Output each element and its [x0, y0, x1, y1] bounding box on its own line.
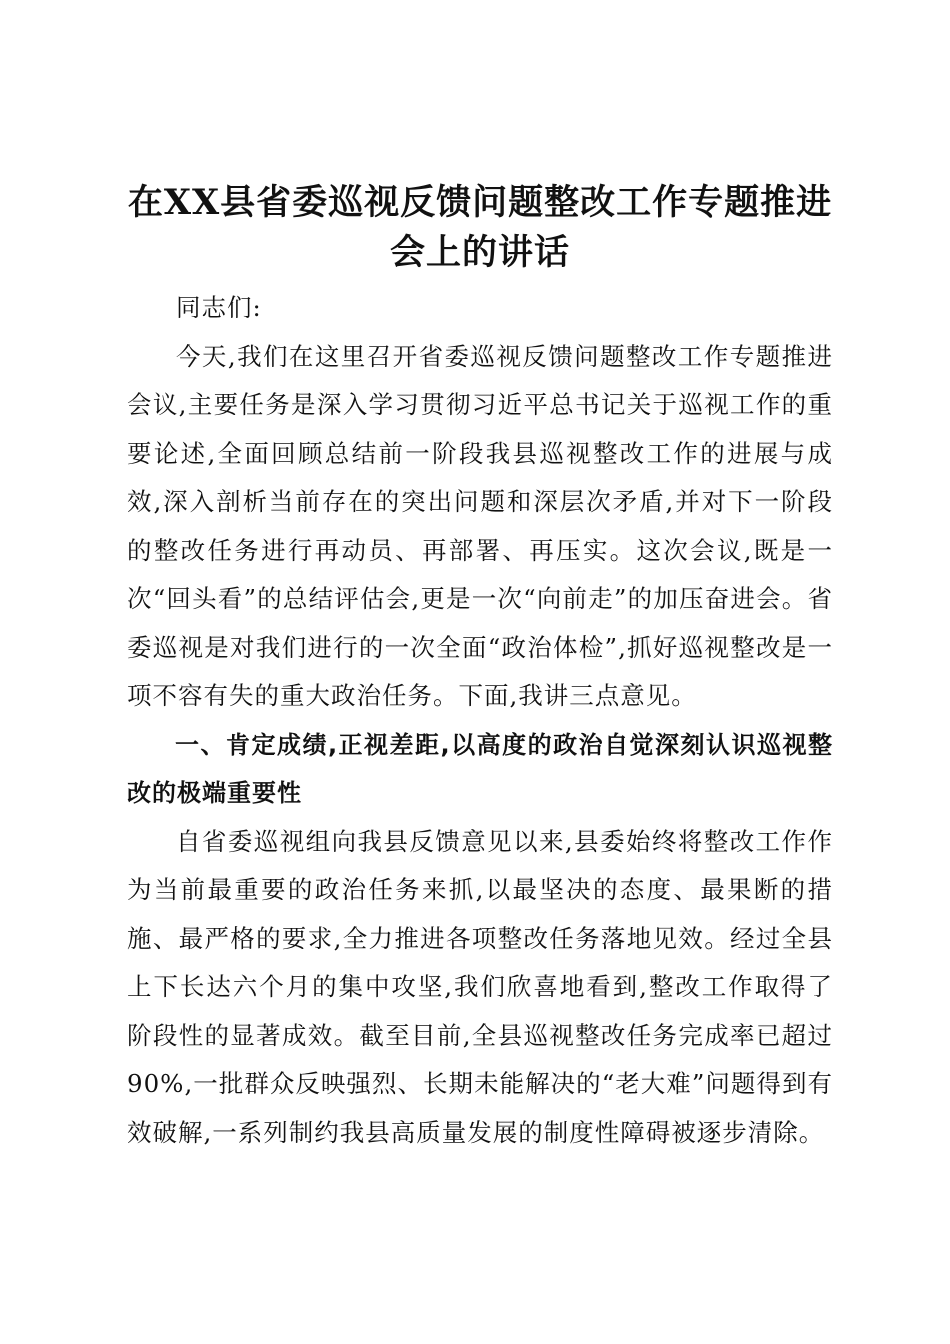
intro-paragraph: 今天,我们在这里召开省委巡视反馈问题整改工作专题推进会议,主要任务是深入学习贯彻习近平总书记关于巡视工作的重要论述,全面回顾总结前一阶段我县巡视整改工作的进展与成效,深入剖析当前存在的突出问题和深层次矛盾,并对下一阶段的整改任务进行再动员、再部署、再压实。这次会议,既是一次“回头看”的总结评估会,更是一次“向前走”的加压奋进会。省委巡视是对我们进行的一次全面“政治体检”,抓好巡视整改是一项不容有失的重大政治任务。下面,我讲三点意见。 [127, 341, 833, 710]
section-paragraph: 自省委巡视组向我县反馈意见以来,县委始终将整改工作作为当前最重要的政治任务来抓,以最坚决的态度、最果断的措施、最严格的要求,全力推进各项整改任务落地见效。经过全县上下长达六个月的集中攻坚,我们欣喜地看到,整改工作取得了阶段性的显著成效。截至目前,全县巡视整改任务完成率已超过90%,一批群众反映强烈、长期未能解决的“老大难”问题得到有效破解,一系列制约我县高质量发展的制度性障碍被逐步清除。 [127, 826, 833, 1147]
salutation: 同志们: [176, 293, 262, 322]
document-body [127, 178, 833, 1157]
document-title: 在XX县省委巡视反馈问题整改工作专题推进会上的讲话 [127, 182, 833, 273]
section-heading: 一、肯定成绩,正视差距,以高度的政治自觉深刻认识巡视整改的极端重要性 [127, 730, 833, 807]
